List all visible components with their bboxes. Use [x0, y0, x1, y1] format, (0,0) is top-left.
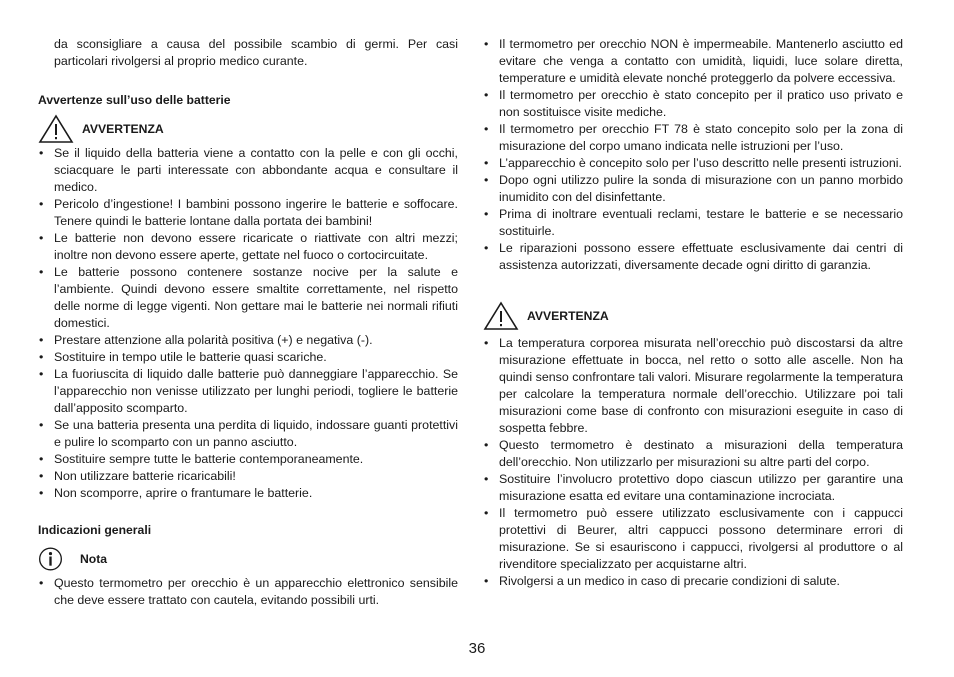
list-item: • Questo termometro è destinato a misurazioni della temperatura dell’orecchio. Non utilizzarlo per misurazioni su altre parti del corpo. [483, 437, 903, 471]
list-item: • Le batterie possono contenere sostanze nocive per la salute e l’ambiente. Quindi devono essere smaltite correttamente, nel rispetto delle norme di legge vigenti. Non gettare mai le batterie nei normali rifiuti domestici. [38, 264, 458, 332]
general-list [38, 575, 458, 609]
list-item: • Non utilizzare batterie ricaricabili! [38, 468, 458, 485]
list-item: • La temperatura corporea misurata nell’orecchio può discostarsi da altre misurazione effettuate in bocca, nel retto o sotto alle ascelle. Non ha quindi senso confrontare tali valori. Misurare regolarmente la temperatura per calcolare la temperatura normale dell’orecchio. Utilizzare poi tali misurazioni come base di confronto con misurazioni eseguite in caso di sospetta febbre. [483, 335, 903, 437]
general-heading: Indicazioni generali [38, 523, 152, 537]
list-item: • Sostituire l’involucro protettivo dopo ciascun utilizzo per garantire una misurazione esatta ed evitare una contaminazione incrociata. [483, 471, 903, 505]
thermometer-warning-row [483, 300, 903, 332]
list-item: • Dopo ogni utilizzo pulire la sonda di misurazione con un panno morbido inumidito con del disinfettante. [483, 172, 903, 206]
warning-triangle-icon [483, 301, 519, 331]
list-item: • Pericolo d’ingestione! I bambini possono ingerire le batterie e soffocare. Tenere quindi le batterie lontane dalla portata dei bambini! [38, 196, 458, 230]
intro-paragraph: da sconsigliare a causa del possibile scambio di germi. Per casi particolari rivolgersi al proprio medico curante. [54, 37, 458, 68]
list-item: • Questo termometro per orecchio è un apparecchio elettronico sensibile che deve essere trattato con cautela, evitando possibili urti. [38, 575, 458, 609]
list-item: • Prestare attenzione alla polarità positiva (+) e negativa (-). [38, 332, 458, 349]
general-list-continued [483, 36, 903, 274]
page-number: 36 [468, 640, 486, 657]
list-item: • Il termometro per orecchio è stato concepito per il pratico uso privato e non sostituisce visite mediche. [483, 87, 903, 121]
battery-warning-label: AVVERTENZA [82, 121, 164, 136]
list-item: • L’apparecchio è concepito solo per l’uso descritto nelle presenti istruzioni. [483, 155, 903, 172]
note-row [38, 543, 458, 575]
left-column [38, 36, 458, 609]
list-item: • Se una batteria presenta una perdita di liquido, indossare guanti protettivi e pulire lo scomparto con un panno asciutto. [38, 417, 458, 451]
list-item: • Sostituire sempre tutte le batterie contemporaneamente. [38, 451, 458, 468]
info-circle-icon [38, 544, 68, 574]
list-item: • Sostituire in tempo utile le batterie quasi scariche. [38, 349, 458, 366]
battery-warning-row [38, 113, 458, 145]
thermometer-warning-label: AVVERTENZA [527, 308, 609, 323]
note-label: Nota [80, 551, 108, 566]
battery-heading: Avvertenze sull’uso delle batterie [38, 93, 231, 107]
list-item: • Il termometro per orecchio FT 78 è stato concepito solo per la zona di misurazione del corpo umano indicata nelle istruzioni per l’uso. [483, 121, 903, 155]
list-item: • Se il liquido della batteria viene a contatto con la pelle e con gli occhi, sciacquare le parti interessate con abbondante acqua e consultare il medico. [38, 145, 458, 196]
right-column [483, 36, 903, 590]
thermometer-warning-list [483, 335, 903, 590]
warning-triangle-icon [38, 114, 74, 144]
list-item: • Le riparazioni possono essere effettuate esclusivamente dai centri di assistenza autorizzati, diversamente decade ogni diritto di garanzia. [483, 240, 903, 274]
list-item: • Non scomporre, aprire o frantumare le batterie. [38, 485, 458, 502]
list-item: • Prima di inoltrare eventuali reclami, testare le batterie e se necessario sostituirle. [483, 206, 903, 240]
list-item: • Le batterie non devono essere ricaricate o riattivate con altri mezzi; inoltre non devono essere aperte, gettate nel fuoco o cortocircuitate. [38, 230, 458, 264]
battery-warning-list [38, 145, 458, 502]
list-item: • Rivolgersi a un medico in caso di precarie condizioni di salute. [483, 573, 903, 590]
list-item: • Il termometro può essere utilizzato esclusivamente con i cappucci protettivi di Beurer, altri cappucci possono determinare errori di misurazione. Se si esauriscono i cappucci, rivolgersi al produttore o al rivenditore specializzato per acquistarne altri. [483, 505, 903, 573]
list-item: • Il termometro per orecchio NON è impermeabile. Mantenerlo asciutto ed evitare che venga a contatto con umidità, liquidi, luce solare diretta, temperature e umidità elevate nonché proteggerlo da polvere eccessiva. [483, 36, 903, 87]
list-item: • La fuoriuscita di liquido dalle batterie può danneggiare l’apparecchio. Se l’apparecchio non venisse utilizzato per lunghi periodi, togliere le batterie dall’apposito scomparto. [38, 366, 458, 417]
